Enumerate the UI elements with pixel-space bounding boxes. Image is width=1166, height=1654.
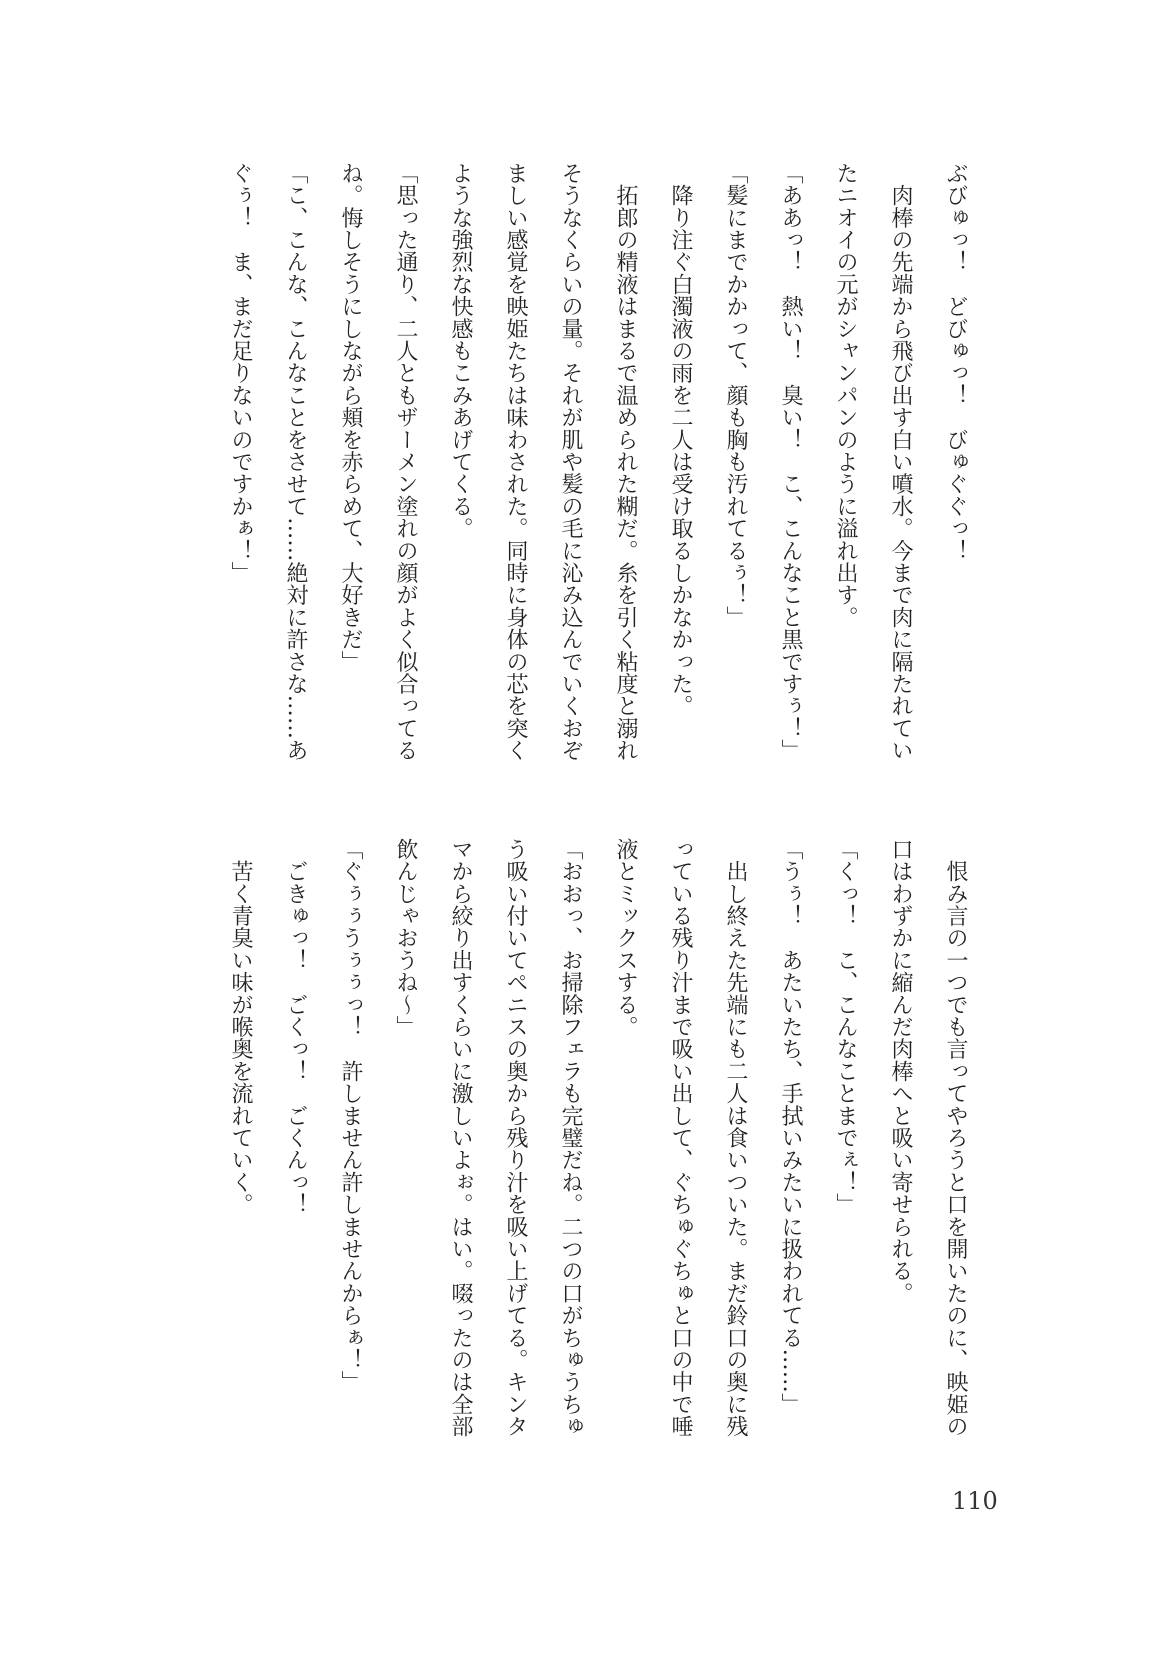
text-line: ような強烈な快感もこみあげてくる。	[448, 162, 473, 540]
text-line: そうなくらいの量。それが肌や髪の毛に沁み込んでいくおぞ	[558, 162, 583, 762]
text-line: 「思った通り、二人ともザーメン塗れの顔がよく似合ってる	[393, 162, 418, 762]
text-line: 苦く青臭い味が喉奥を流れていく。	[228, 838, 253, 1216]
text-line: 「髪にまでかかって、顔も胸も汚れてるぅ！」	[723, 162, 748, 629]
text-line: 降り注ぐ白濁液の雨を二人は受け取るしかなかった。	[668, 162, 693, 717]
text-line: 「こ、こんな、こんなことをさせて……絶対に許さな……あ	[283, 162, 308, 762]
text-line: マから絞り出すくらいに激しいよぉ。はい。啜ったのは全部	[448, 838, 473, 1438]
page-number: 110	[952, 1487, 998, 1515]
text-line: 飲んじゃおうね～」	[393, 838, 418, 1038]
text-line: 拓郎の精液はまるで温められた糊だ。糸を引く粘度と溺れ	[613, 162, 638, 762]
text-line: ごきゅっ！ ごくっ！ ごくんっ！	[283, 838, 308, 1216]
text-line: ね。悔しそうにしながら頬を赤らめて、大好きだ」	[338, 162, 363, 673]
text-line: 「おおっ、お掃除フェラも完璧だね。二つの口がちゅうちゅ	[558, 838, 583, 1438]
text-line: 口はわずかに縮んだ肉棒へと吸い寄せられる。	[888, 838, 913, 1305]
text-line: 恨み言の一つでも言ってやろうと口を開いたのに、映姫の	[943, 838, 968, 1438]
text-line: 「ぐぅぅうぅぅっ！ 許しません許しませんからぁ！」	[338, 838, 363, 1393]
text-line: たニオイの元がシャンパンのように溢れ出す。	[833, 162, 858, 629]
text-line: 「うぅ！ あたいたち、手拭いみたいに扱われてる……」	[778, 838, 803, 1416]
text-line: ましい感覚を映姫たちは味わされた。同時に身体の芯を突く	[503, 162, 528, 762]
text-line: っている残り汁まで吸い出して、ぐちゅぐちゅと口の中で唾	[668, 838, 693, 1438]
text-line: 液とミックスする。	[613, 838, 638, 1038]
text-line: ぶびゅっ！ どびゅっ！ びゅぐぐっ！	[943, 162, 968, 562]
text-line: 「くっ！ こ、こんなことまでぇ！」	[833, 838, 858, 1216]
text-line: う吸い付いてペニスの奥から残り汁を吸い上げてる。キンタ	[503, 838, 528, 1438]
text-line: ぐぅ！ ま、まだ足りないのですかぁ！」	[228, 162, 253, 584]
text-line: 肉棒の先端から飛び出す白い噴水。今まで肉に隔たれてい	[888, 162, 913, 762]
text-line: 「ああっ！ 熱い！ 臭い！ こ、こんなこと黒ですぅ！」	[778, 162, 803, 762]
text-line: 出し終えた先端にも二人は食いついた。まだ鈴口の奥に残	[723, 838, 748, 1438]
